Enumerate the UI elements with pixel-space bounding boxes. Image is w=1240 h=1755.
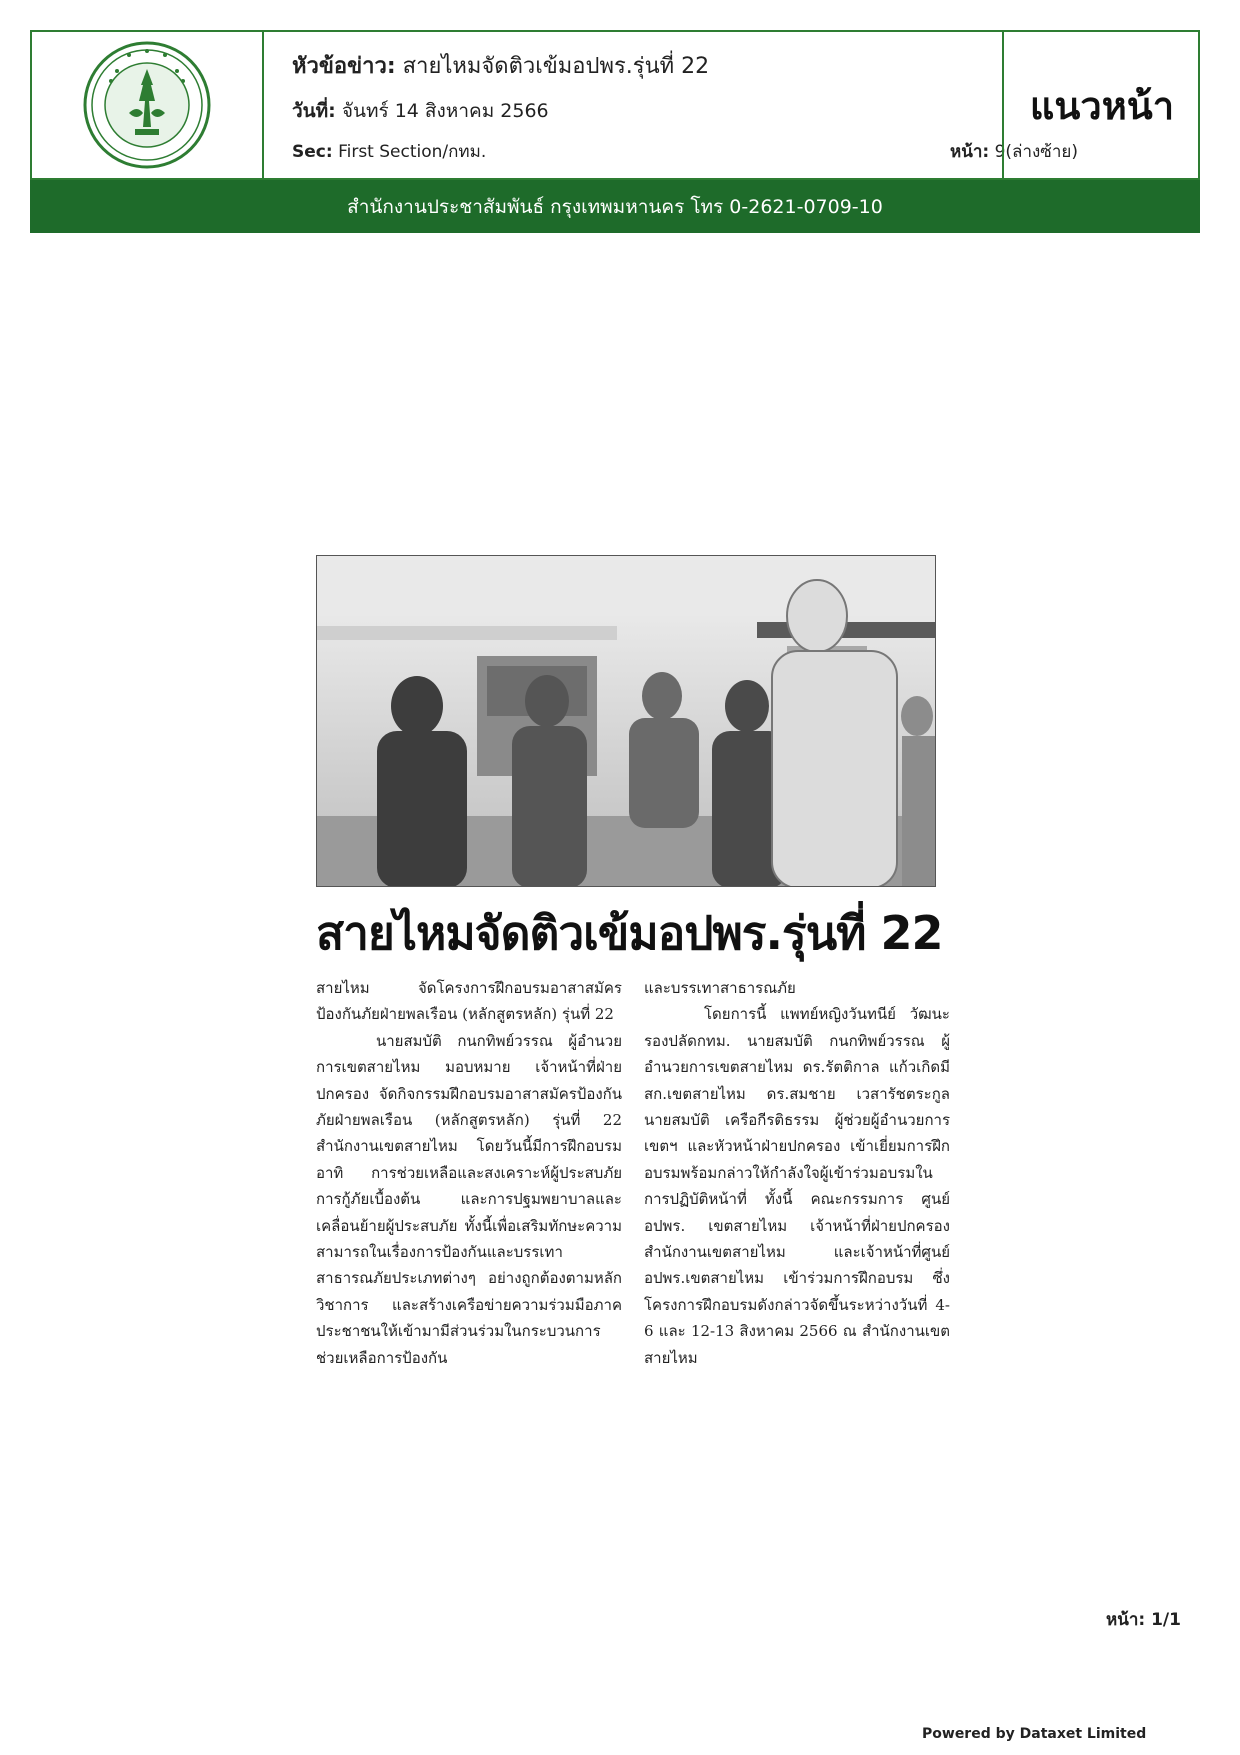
date-label: วันที่: — [292, 100, 336, 122]
date-line — [292, 96, 549, 126]
logo-cell — [32, 32, 264, 178]
page-counter-label: หน้า: — [1106, 1610, 1146, 1630]
article-paragraph: และบรรเทาสาธารณภัย — [644, 979, 796, 997]
article-title: สายไหมจัดติวเข้มอปพร.รุ่นที่ 22 — [316, 906, 943, 960]
category-cell — [1002, 32, 1200, 178]
date-value: จันทร์ 14 สิงหาคม 2566 — [341, 100, 549, 122]
powered-by: Powered by Dataxet Limited — [922, 1726, 1147, 1742]
article-paragraph: สายไหม จัดโครงการฝึกอบรมอาสาสมัครป้องกันภัยฝ่ายพลเรือน (หลักสูตรหลัก) รุ่นที่ 22 — [316, 979, 622, 1024]
contact-banner-text: สำนักงานประชาสัมพันธ์ กรุงเทพมหานคร โทร 0-2621-0709-10 — [347, 195, 883, 218]
page-counter-value: 1/1 — [1151, 1610, 1181, 1630]
sec-label: Sec: — [292, 142, 333, 162]
news-photo-image — [317, 556, 936, 887]
article-paragraph: นายสมบัติ กนกทิพย์วรรณ ผู้อำนวยการเขตสายไหม มอบหมาย เจ้าหน้าที่ฝ่ายปกครอง จัดกิจกรรมฝึกอบรมอาสาสมัครป้องกันภัยฝ่ายพลเรือน (หลักสูตรหลัก) รุ่นที่ 22 สำนักงานเขตสายไหม โดยวันนี้มีการฝึกอบรม อาทิ การช่วยเหลือและสงเคราะห์ผู้ประสบภัย การกู้ภัยเบื้องต้น และการปฐมพยาบาลและเคลื่อนย้ายผู้ประสบภัย ทั้งนี้เพื่อเสริมทักษะความสามารถในเรื่องการป้องกันและบรรเทาสาธารณภัยประเภทต่างๆ อย่างถูกต้องตามหลักวิชาการ และสร้างเครือข่ายความร่วมมือภาคประชาชนให้เข้ามามีส่วนร่วมในกระบวนการช่วยเหลือการป้องกัน — [316, 1031, 622, 1367]
sec-value: First Section/กทม. — [338, 142, 487, 162]
headline-label: หัวข้อข่าว: — [292, 54, 396, 79]
bangkok-seal-logo — [77, 35, 217, 175]
headline-value: สายไหมจัดติวเข้มอปพร.รุ่นที่ 22 — [402, 54, 710, 79]
page-label: หน้า: — [950, 142, 990, 162]
newspaper-name: แนวหน้า — [1029, 83, 1175, 128]
page-counter — [1106, 1606, 1181, 1633]
contact-banner — [30, 180, 1200, 233]
page-value: 9(ล่างซ้าย) — [994, 142, 1078, 162]
headline-line — [292, 48, 709, 83]
article-paragraph: โดยการนี้ แพทย์หญิงวันทนีย์ วัฒนะ รองปลัดกทม. นายสมบัติ กนกทิพย์วรรณ ผู้อำนวยการเขตสายไหม ดร.รัตติกาล แก้วเกิดมี สก.เขตสายไหม ดร.สมชาย เวสารัชตระกูล นายสมบัติ เครือกีรติธรรม ผู้ช่วยผู้อำนวยการเขตฯ และหัวหน้าฝ่ายปกครอง เข้าเยี่ยมการฝึกอบรมพร้อมกล่าวให้กำลังใจผู้เข้าร่วมอบรมในการปฏิบัติหน้าที่ ทั้งนี้ คณะกรรมการ ศูนย์ อปพร. เขตสายไหม เจ้าหน้าที่ฝ่ายปกครอง สำนักงานเขตสายไหม และเจ้าหน้าที่ศูนย์ อปพร.เขตสายไหม เข้าร่วมการฝึกอบรม ซึ่งโครงการฝึกอบรมดังกล่าวจัดขึ้นระหว่างวันที่ 4-6 และ 12-13 สิงหาคม 2566 ณ สำนักงานเขตสายไหม — [644, 1005, 950, 1367]
article-column-right — [644, 975, 950, 1371]
clipping-info — [262, 32, 1078, 178]
section-line — [292, 138, 486, 165]
article-column-left — [316, 975, 622, 1371]
news-photo — [316, 555, 936, 887]
clipping-header — [30, 30, 1200, 180]
